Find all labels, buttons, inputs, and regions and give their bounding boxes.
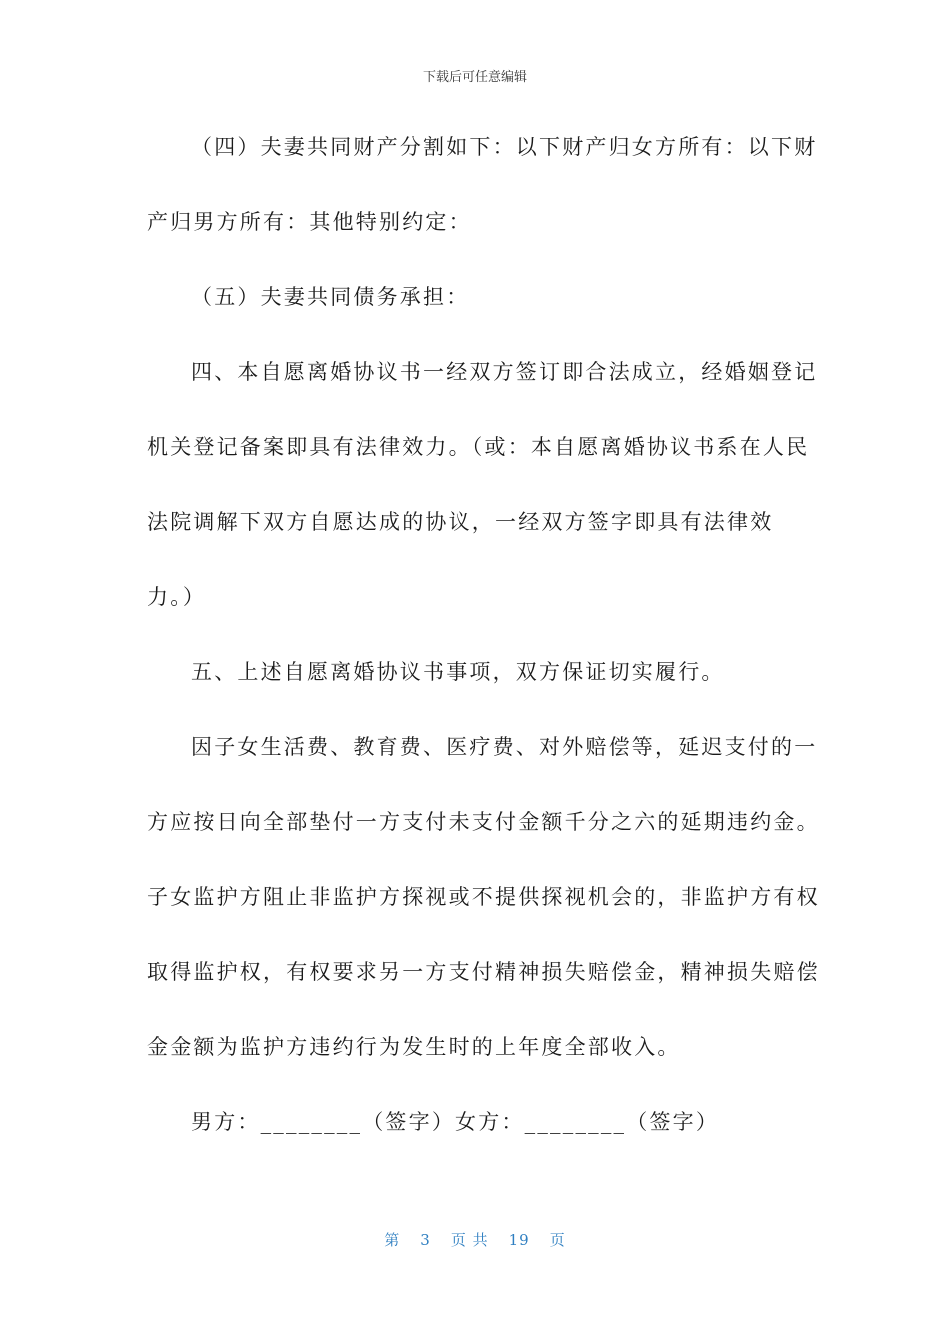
female-sign-note: （签字） — [626, 1110, 720, 1134]
page-mid: 页 共 — [450, 1231, 489, 1249]
paragraph-line: 因子女生活费、教育费、医疗费、对外赔偿等，延迟支付的一 — [191, 735, 818, 759]
paragraph-line: 取得监护权，有权要求另一方支付精神损失赔偿金，精神损失赔偿 — [147, 960, 820, 984]
female-label: 女方： — [455, 1110, 525, 1134]
paragraph-line: （四）夫妻共同财产分割如下：以下财产归女方所有：以下财 — [191, 135, 818, 159]
male-label: 男方： — [191, 1110, 261, 1134]
paragraph-line: 机关登记备案即具有法律效力。（或：本自愿离婚协议书系在人民 — [147, 435, 810, 459]
paragraph-line: （五）夫妻共同债务承担： — [191, 285, 470, 309]
total-pages: 19 — [508, 1231, 530, 1249]
page-suffix: 页 — [549, 1231, 566, 1249]
female-signature-blank: ________ — [524, 1110, 627, 1134]
page-footer — [0, 1229, 950, 1250]
paragraph-line: 力。） — [147, 585, 207, 609]
signature-line — [191, 1107, 719, 1137]
paragraph-line: 方应按日向全部垫付一方支付未支付金额千分之六的延期违约金。 — [147, 810, 820, 834]
page-number: 3 — [420, 1231, 431, 1249]
male-signature-blank: ________ — [260, 1110, 363, 1134]
paragraph-line: 金金额为监护方违约行为发生时的上年度全部收入。 — [147, 1035, 681, 1059]
page-prefix: 第 — [384, 1231, 401, 1249]
page-header: 下载后可任意编辑 — [422, 70, 527, 85]
male-sign-note: （签字） — [362, 1110, 456, 1134]
paragraph-line: 产归男方所有：其他特别约定： — [147, 210, 472, 234]
paragraph-line: 子女监护方阻止非监护方探视或不提供探视机会的，非监护方有权 — [147, 885, 820, 909]
paragraph-line: 四、本自愿离婚协议书一经双方签订即合法成立，经婚姻登记 — [191, 360, 818, 384]
paragraph-line: 法院调解下双方自愿达成的协议，一经双方签字即具有法律效 — [147, 510, 774, 534]
paragraph-line: 五、上述自愿离婚协议书事项，双方保证切实履行。 — [191, 660, 725, 684]
